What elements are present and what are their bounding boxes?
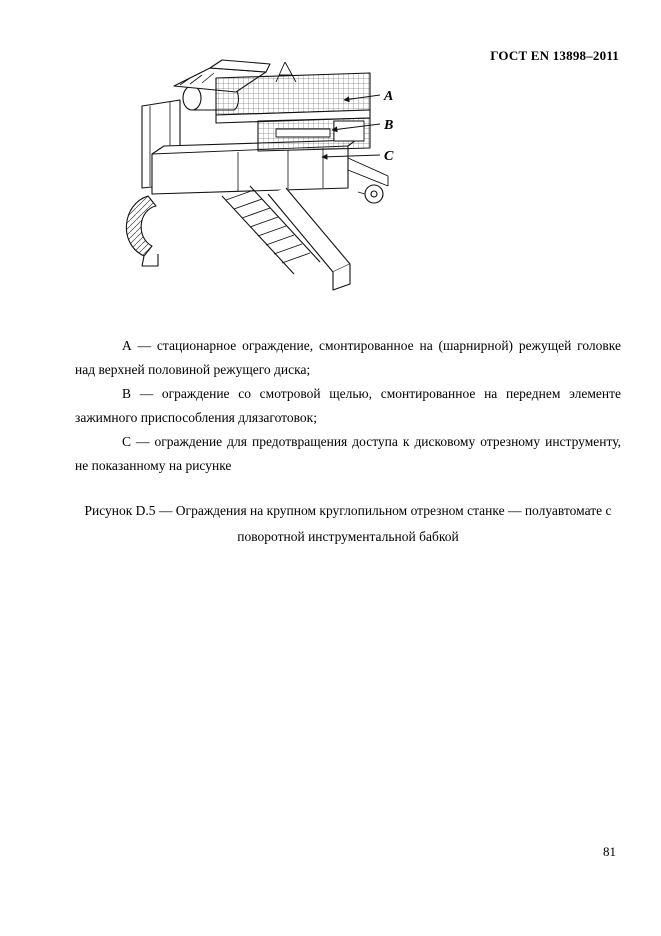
legend-item-b: В — ограждение со смотровой щелью, смонтированное на переднем элементе зажимного приспособления длязаготовок; — [75, 386, 621, 425]
legend-item-c: С — ограждение для предотвращения доступа к дисковому отрезному инструменту, не показанному на рисунке — [75, 434, 621, 473]
figure-caption-line1: Рисунок D.5 — Ограждения на крупном круглопильном отрезном станке — полуавтомате с — [84, 503, 612, 518]
page-number: 81 — [603, 844, 616, 859]
standard-number: ГОСТ EN 13898–2011 — [490, 48, 619, 63]
figure-label-b: В — [384, 118, 394, 133]
machine-line-drawing — [118, 58, 418, 330]
legend-item-a: А — стационарное ограждение, смонтированное на (шарнирной) режущей головке над верхней половиной режущего диска; — [75, 338, 621, 377]
figure-caption-line2: поворотной инструментальной бабкой — [237, 529, 459, 544]
figure-d5 — [118, 58, 418, 330]
page-header — [490, 48, 619, 64]
figure-caption — [75, 498, 621, 550]
figure-legend — [75, 334, 621, 478]
figure-label-a: А — [384, 89, 394, 104]
figure-label-c: С — [384, 149, 394, 164]
